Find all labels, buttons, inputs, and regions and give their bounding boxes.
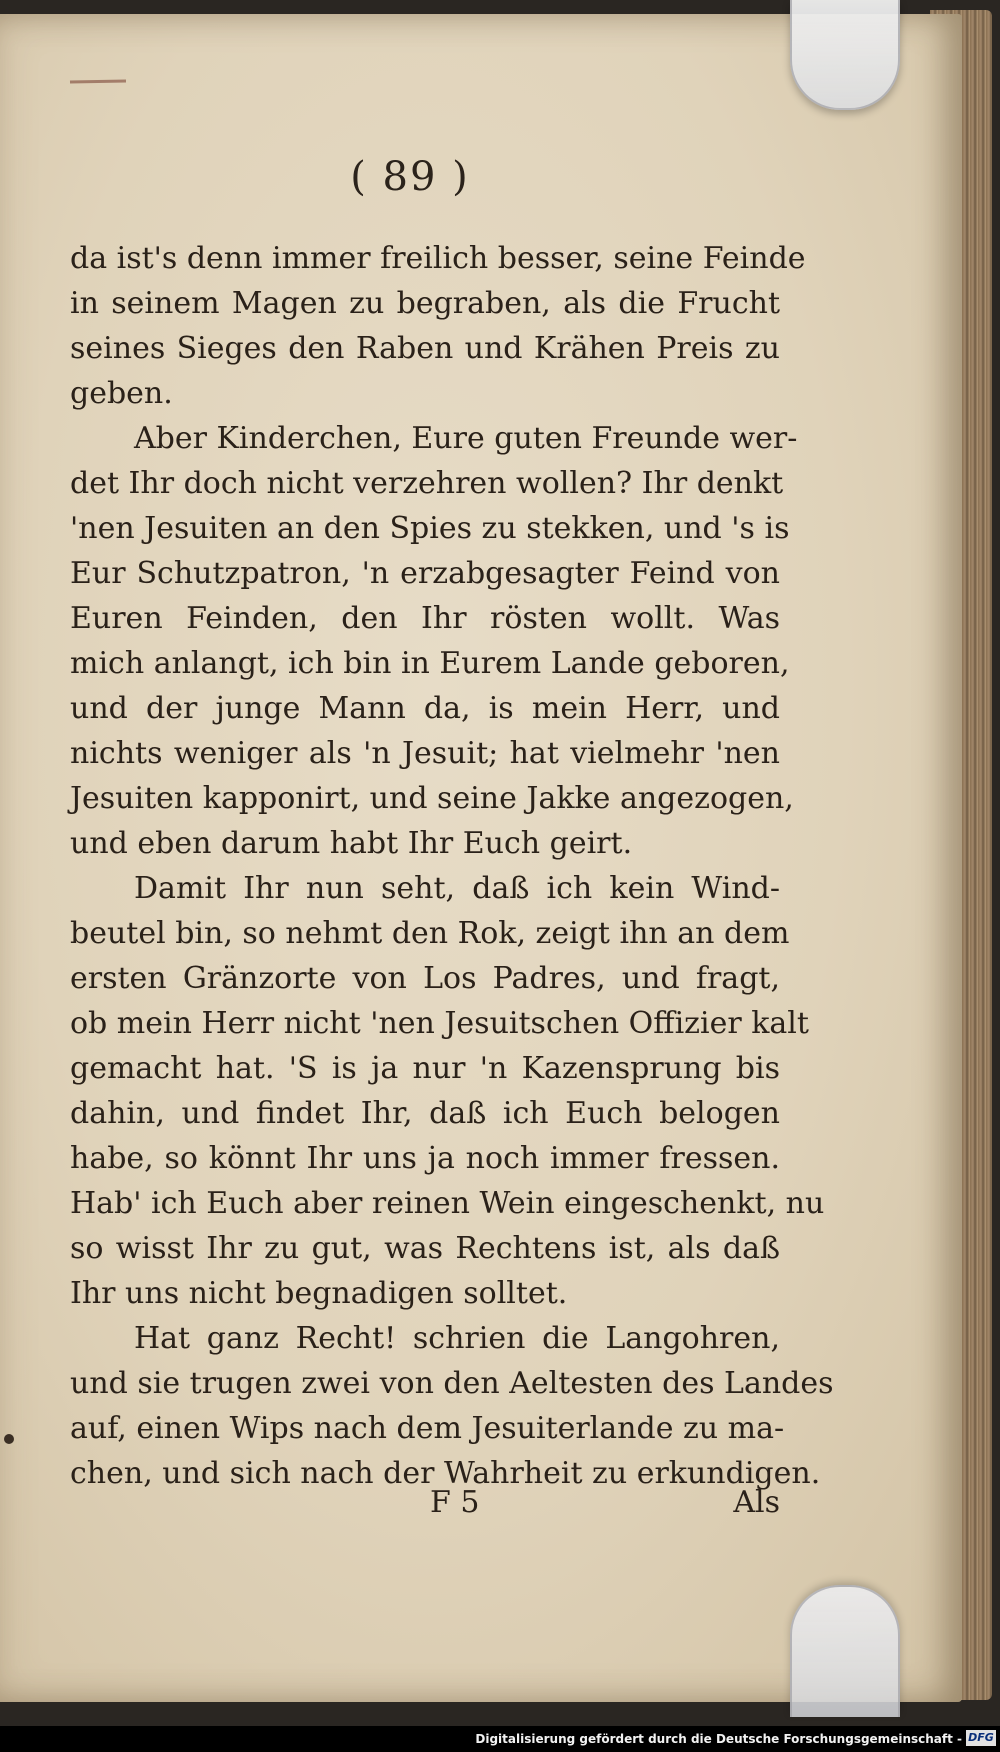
page-clip-bottom [790,1585,900,1717]
text-line: geben. [70,376,173,411]
text-line: Eur Schutzpatron, 'n erzabgesagter Feind von [70,556,780,591]
ink-mark [70,80,126,84]
text-line: seines Sieges den Raben und Krähen Preis zu [70,331,780,366]
text-line: ersten Gränzorte von Los Padres, und fragt, [70,961,780,996]
text-line: auf, einen Wips nach dem Jesuiterlande zu ma- [70,1411,785,1446]
text-line: Hat ganz Recht! schrien die Langohren, [134,1321,780,1356]
text-line: 'nen Jesuiten an den Spies zu stekken, und 's is [70,511,790,546]
text-line: dahin, und findet Ihr, daß ich Euch belogen [70,1096,780,1131]
text-line: Aber Kinderchen, Eure guten Freunde wer- [134,421,798,456]
text-line: mich anlangt, ich bin in Eurem Lande geboren, [70,646,790,681]
page-clip-top [790,0,900,110]
text-line: und sie trugen zwei von den Aeltesten des Landes [70,1366,834,1401]
text-line: und eben darum habt Ihr Euch geirt. [70,826,633,861]
text-line: habe, so könnt Ihr uns ja noch immer fressen. [70,1141,780,1176]
credit-bar [0,1726,1000,1752]
text-line: Jesuiten kapponirt, und seine Jakke angezogen, [70,781,794,816]
text-line: ob mein Herr nicht 'nen Jesuitschen Offizier kalt [70,1006,809,1041]
text-line: Ihr uns nicht begnadigen solltet. [70,1276,568,1311]
page-number: ( 89 ) [350,154,470,200]
text-line: beutel bin, so nehmt den Rok, zeigt ihn an dem [70,916,790,951]
digitization-credit: Digitalisierung gefördert durch die Deutsche Forschungsgemeinschaft - [475,1732,962,1746]
text-line: gemacht hat. 'S is ja nur 'n Kazensprung bis [70,1051,780,1086]
text-line: chen, und sich nach der Wahrheit zu erkundigen. [70,1456,821,1491]
book-page [0,14,962,1702]
catchword: Als [733,1485,780,1520]
text-line: so wisst Ihr zu gut, was Rechtens ist, als daß [70,1231,780,1266]
text-line: in seinem Magen zu begraben, als die Frucht [70,286,780,321]
text-line: Damit Ihr nun seht, daß ich kein Wind- [134,871,780,906]
page-footer [70,1480,780,1525]
body-text [70,236,834,1496]
signature-mark: F 5 [430,1485,480,1520]
text-line: und der junge Mann da, is mein Herr, und [70,691,780,726]
dfg-logo: DFG [966,1730,996,1746]
text-line: Hab' ich Euch aber reinen Wein eingeschenkt, nu [70,1186,825,1221]
text-line: Euren Feinden, den Ihr rösten wollt. Was [70,601,780,636]
text-line: da ist's denn immer freilich besser, seine Feinde [70,241,806,276]
text-line: det Ihr doch nicht verzehren wollen? Ihr denkt [70,466,784,501]
text-line: nichts weniger als 'n Jesuit; hat vielmehr 'nen [70,736,780,771]
ink-spot [4,1434,14,1444]
